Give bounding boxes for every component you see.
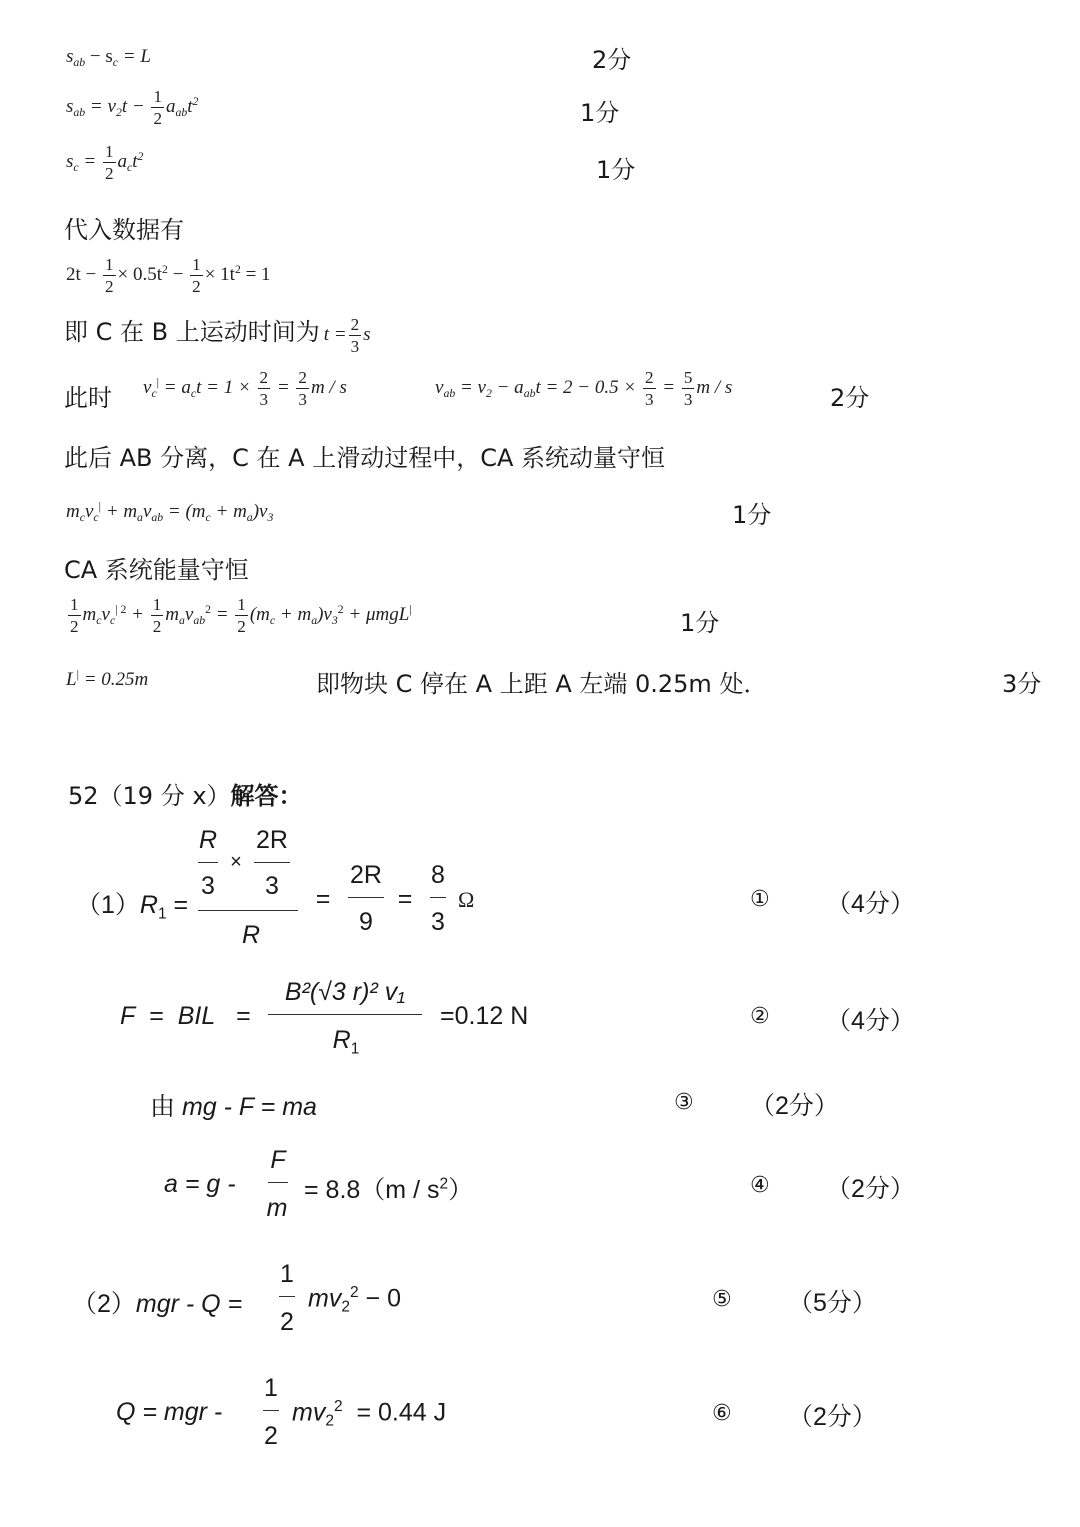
score-now: 2分 [830, 384, 870, 412]
score-momentum: 1分 [732, 501, 772, 529]
r1-top-right-fraction: 2R [256, 826, 288, 854]
ohm-unit: Ω [458, 887, 475, 912]
r1-main-fraction-bar [198, 910, 298, 911]
score-force: （4分） [826, 1007, 915, 1035]
energy2-fraction: 1 [280, 1260, 294, 1288]
equation-sab: $s_{ab} = v_2t$ − $\frac{1}{2}$ $a_{ab}t^2$ [66, 87, 199, 129]
equation-vc: $v_c^| = a_ct = 1$ × $\frac{2}{3}$ = $\frac{2}{3}$ m / s [143, 368, 347, 410]
marker-3: ③ [674, 1090, 694, 1115]
r1-label: $(1)R_1$ = [76, 891, 189, 923]
accel-result: = $8.8(m / s^2)$ [304, 1175, 474, 1204]
heat-right: $mv_2^2 = 0.44$ J [292, 1398, 447, 1430]
equation-energy: $\frac{1}{2}$ $m_cv_c^{| 2}$ + $\frac{1}{2}$ $m_av_{ab}^2$ = $\frac{1}{2}$ $(m_c + m_a)v_3^2 + \mu mgL^|$ [70, 595, 412, 637]
score-result: 3分 [1002, 670, 1042, 698]
marker-2: ② [750, 1004, 770, 1029]
score-accel: （2分） [826, 1175, 915, 1203]
time-text: 即 C 在 B 上运动时间为 [64, 318, 320, 346]
energy-label: CA 系统能量守恒 [64, 556, 249, 584]
energy2-left: （2）mgr - Q = [72, 1290, 243, 1318]
energy2-right: $mv_2^2 - 0$ [308, 1284, 401, 1316]
score-r1: （4分） [826, 890, 915, 918]
score-eq1: 2分 [592, 46, 632, 74]
score-eq3: 1分 [596, 156, 636, 184]
score-energy: 1分 [680, 609, 720, 637]
score-newton: （2分） [750, 1092, 839, 1120]
answer-label: 解答： [230, 782, 303, 810]
now-label: 此时 [64, 384, 112, 412]
equation-sc: $s_c$ = $\frac{1}{2}$ $a_ct^2$ [66, 142, 144, 184]
r1-fraction-8-3: 8 [431, 861, 445, 889]
force-numerator: B²(√3 r)² v₁ [284, 978, 406, 1006]
force-denominator: $R_1$ [332, 1026, 360, 1058]
equation-momentum: $m_cv_c^| + m_av_{ab} = (m_c + m_a)v_3$ [66, 500, 274, 525]
equation-vab: $v_{ab} = v_2 - a_{ab}t = 2 - 0.5$ × $\frac{2}{3}$ = $\frac{5}{3}$ m / s [435, 368, 733, 410]
score-energy2: （5分） [788, 1289, 877, 1317]
r1-top-left-fraction: R [198, 826, 218, 854]
substitute-label: 代入数据有 [64, 216, 184, 244]
equation-result: L| = 0.25m [66, 668, 149, 691]
score-eq2: 1分 [580, 99, 620, 127]
question-header [68, 776, 303, 811]
accel-fraction: F [270, 1146, 286, 1174]
equation-sab-minus-sc: $s_{ab} - s_c = L$ [66, 46, 151, 70]
force-fraction-bar [268, 1014, 422, 1015]
equation-substituted: 2t − $\frac{1}{2}$ × $0.5t^2$ − $\frac{1}{2}$ × $1t^2 = 1$ [66, 255, 271, 297]
marker-5: ⑤ [712, 1287, 732, 1312]
force-result: =0.12 N [440, 1002, 529, 1030]
newton-equation: 由 mg - F = ma [150, 1093, 317, 1121]
accel-left: a = g - [164, 1170, 236, 1198]
heat-fraction: 1 [264, 1374, 278, 1402]
separation-text: 此后 AB 分离，C 在 A 上滑动过程中，CA 系统动量守恒 [64, 444, 666, 472]
fraction-half: $\frac{1}{2}$ [104, 142, 114, 184]
result-text: 即物块 C 停在 A 上距 A 左端 0.25m 处． [316, 670, 768, 698]
force-equation-left: F = BIL = [120, 1002, 251, 1030]
fraction-half: $\frac{1}{2}$ [153, 87, 162, 129]
time-equation: t = $\frac{2}{3}$ s [323, 315, 371, 357]
marker-1: ① [750, 887, 770, 912]
question-number: 52（19 分 x） [68, 782, 231, 810]
heat-left: Q = mgr - [116, 1398, 223, 1426]
marker-4: ④ [750, 1173, 770, 1198]
score-heat: （2分） [788, 1403, 877, 1431]
r1-fraction-2r-9: 2R [350, 861, 382, 889]
times-sign: × [230, 851, 242, 873]
time-line [64, 312, 371, 355]
marker-6: ⑥ [712, 1401, 732, 1426]
